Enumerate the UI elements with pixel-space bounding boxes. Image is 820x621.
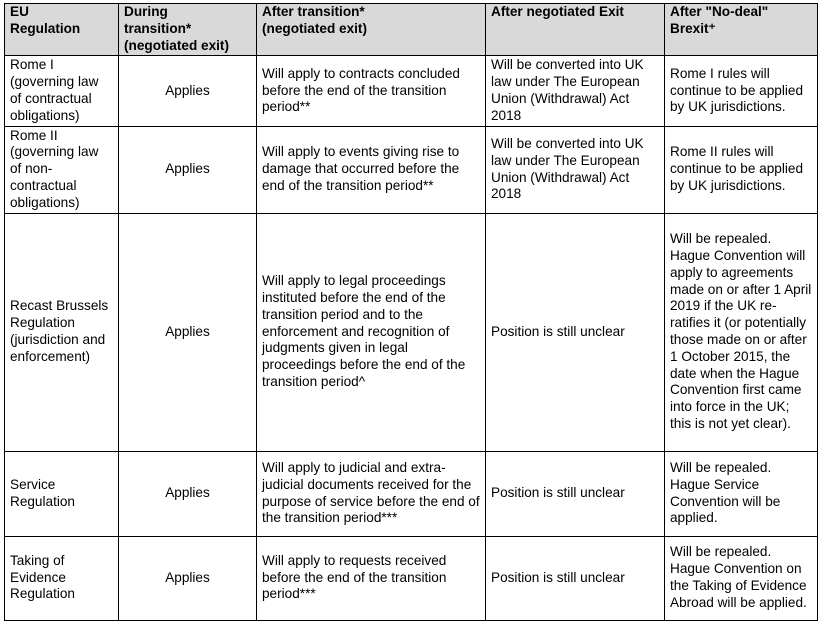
brexit-regulation-table — [4, 3, 818, 621]
after-transition-cell: Will apply to events giving rise to damage that occurred before the end of the transition period** — [257, 126, 486, 213]
header-text: Regulation — [10, 20, 81, 36]
table-row — [5, 126, 818, 213]
table-row — [5, 213, 818, 451]
header-text: transition* — [124, 20, 192, 36]
header-text: During — [124, 4, 168, 19]
header-text: (negotiated exit) — [124, 37, 229, 53]
after-exit-cell: Position is still unclear — [486, 536, 665, 620]
header-during-transition — [119, 4, 257, 56]
table-row — [5, 451, 818, 536]
regulation-cell: Service Regulation — [5, 451, 119, 536]
header-after-transition — [257, 4, 486, 56]
after-exit-cell: Will be converted into UK law under The European Union (Withdrawal) Act 2018 — [486, 126, 665, 213]
no-deal-cell: Will be repealed. Hague Service Convention will be applied. — [665, 451, 818, 536]
no-deal-cell: Rome I rules will continue to be applied by UK jurisdictions. — [665, 56, 818, 126]
after-exit-cell: Position is still unclear — [486, 213, 665, 451]
after-transition-cell: Will apply to requests received before the end of the transition period*** — [257, 536, 486, 620]
header-no-deal-brexit — [665, 4, 818, 56]
regulation-cell: Rome I (governing law of contractual obligations) — [5, 56, 119, 126]
header-text: After "No-deal" — [670, 4, 769, 19]
regulation-cell: Taking of Evidence Regulation — [5, 536, 119, 620]
after-transition-cell: Will apply to contracts concluded before the end of the transition period** — [257, 56, 486, 126]
during-cell: Applies — [119, 451, 257, 536]
header-text: After negotiated Exit — [491, 4, 624, 19]
no-deal-cell: Will be repealed. Hague Convention will apply to agreements made on or after 1 April 2019 if the UK re-ratifies it (or potentially those made on or after 1 October 2015, the date when the Hague Convention first came into force in the UK; this is not yet clear). — [665, 213, 818, 451]
header-eu-regulation — [5, 4, 119, 56]
regulation-cell: Rome II (governing law of non-contractual obligations) — [5, 126, 119, 213]
after-transition-cell: Will apply to judicial and extra-judicial documents received for the purpose of service before the end of the transition period*** — [257, 451, 486, 536]
regulation-cell: Recast Brussels Regulation (jurisdiction and enforcement) — [5, 213, 119, 451]
header-text: Brexit⁺ — [670, 20, 716, 36]
no-deal-cell: Will be repealed. Hague Convention on the Taking of Evidence Abroad will be applied. — [665, 536, 818, 620]
table-row — [5, 56, 818, 126]
table-row — [5, 536, 818, 620]
after-transition-cell: Will apply to legal proceedings instituted before the end of the transition period and to the enforcement and recognition of judgments given in legal proceedings before the end of the transition period^ — [257, 213, 486, 451]
header-text: EU — [10, 4, 29, 19]
after-exit-cell: Will be converted into UK law under The European Union (Withdrawal) Act 2018 — [486, 56, 665, 126]
during-cell: Applies — [119, 126, 257, 213]
during-cell: Applies — [119, 213, 257, 451]
header-row — [5, 4, 818, 56]
after-exit-cell: Position is still unclear — [486, 451, 665, 536]
no-deal-cell: Rome II rules will continue to be applied by UK jurisdictions. — [665, 126, 818, 213]
header-text: After transition* — [262, 4, 365, 19]
header-after-negotiated-exit — [486, 4, 665, 56]
header-text: (negotiated exit) — [262, 20, 367, 36]
during-cell: Applies — [119, 536, 257, 620]
during-cell: Applies — [119, 56, 257, 126]
